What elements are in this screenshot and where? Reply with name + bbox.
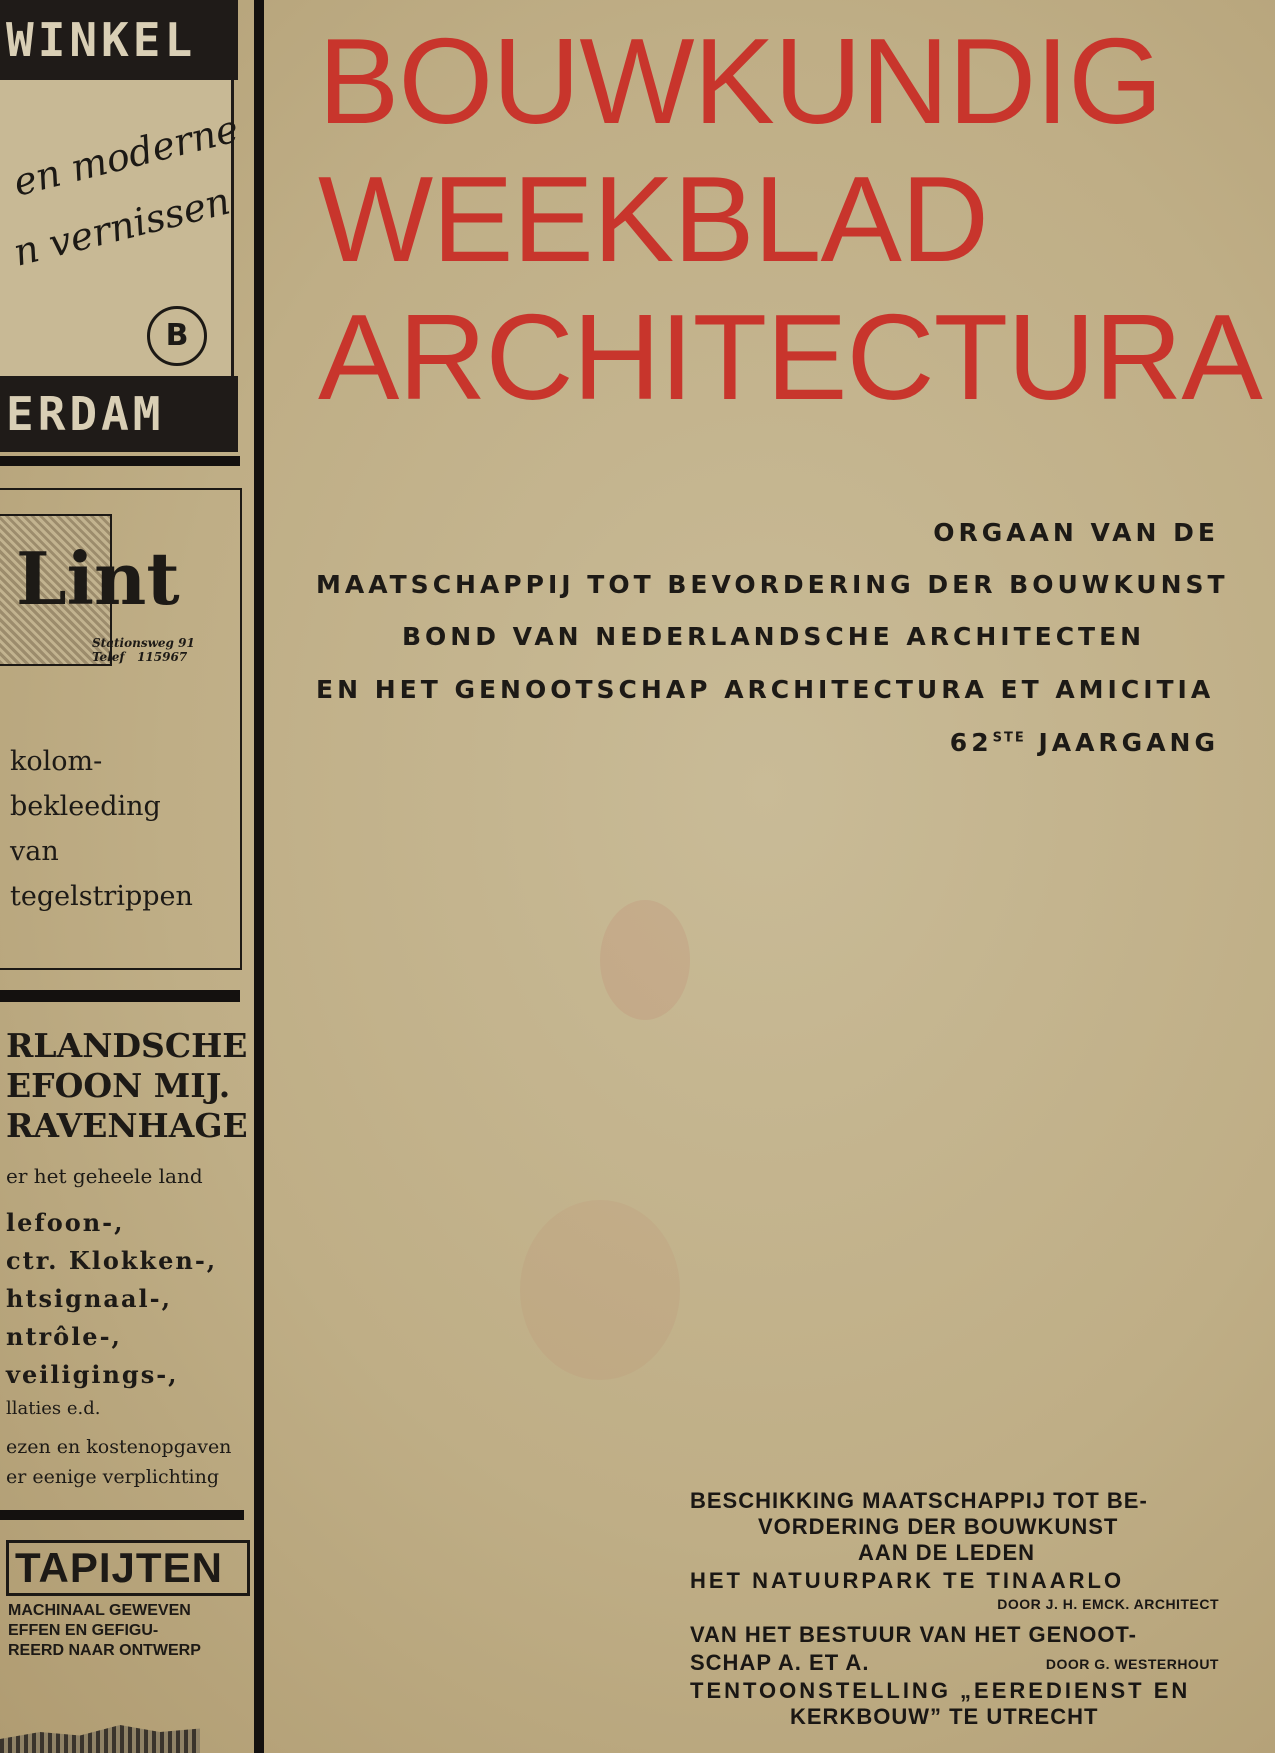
contents-line: TENTOONSTELLING „EEREDIENST EN — [690, 1678, 1191, 1703]
contents-line: SCHAP A. ET A. — [690, 1650, 870, 1675]
ad3-line1: RLANDSCHE — [6, 1026, 248, 1065]
paper-stain — [600, 900, 690, 1020]
ad4-line: EFFEN EN GEFIGU- — [8, 1622, 159, 1639]
contents-author: DOOR J. H. EMCK. ARCHITECT — [997, 1596, 1219, 1612]
ad1-footer-text: ERDAM — [6, 387, 165, 441]
contents-line: BESCHIKKING MAATSCHAPPIJ TOT BE- — [690, 1488, 1148, 1513]
subtitle-line-4: EN HET GENOOTSCHAP ARCHITECTURA ET AMICITIA — [316, 675, 1215, 704]
ad2-address: Stationsweg 91 — [92, 636, 195, 650]
ad1-box — [0, 80, 243, 376]
contents-line: AAN DE LEDEN — [858, 1540, 1036, 1565]
ad2-phone: Telef 115967 — [92, 650, 188, 664]
ad1-header — [0, 0, 238, 80]
ad4-line: REERD NAAR ONTWERP — [8, 1642, 201, 1659]
ad4-line: MACHINAAL GEWEVEN — [8, 1602, 191, 1619]
masthead-line-1: BOUWKUNDIG — [318, 13, 1162, 149]
masthead-line-3: ARCHITECTURA — [318, 289, 1262, 425]
ad1-slogan-1: en moderne — [9, 106, 243, 205]
ad3-item: ctr. Klokken-, — [6, 1246, 218, 1275]
ad2-brand: Lint — [16, 536, 180, 621]
ad1-slogan-2: n vernissen — [9, 178, 235, 275]
column-rule — [254, 0, 264, 1753]
ad2-line: tegelstrippen — [10, 881, 193, 912]
ad3-item: ntrôle-, — [6, 1322, 122, 1351]
ad4-title-box — [6, 1540, 250, 1596]
ad3-item: llaties e.d. — [6, 1398, 101, 1419]
contents-author: DOOR G. WESTERHOUT — [1045, 1656, 1219, 1672]
ad3-note: ezen en kostenopgaven — [6, 1436, 232, 1458]
masthead-line-2: WEEKBLAD — [318, 151, 988, 287]
ad3-item: veiligings-, — [6, 1360, 179, 1389]
ad2-line: van — [10, 836, 59, 867]
subtitle-line-3: BOND VAN NEDERLANDSCHE ARCHITECTEN — [402, 622, 1146, 651]
ad2-line: bekleeding — [10, 791, 161, 822]
divider — [0, 1510, 244, 1520]
contents-line: HET NATUURPARK TE TINAARLO — [690, 1568, 1125, 1593]
contents-line: VORDERING DER BOUWKUNST — [758, 1514, 1119, 1539]
divider — [0, 990, 240, 1002]
ad4-title: TAPIJTEN — [15, 1544, 223, 1591]
contents-line: VAN HET BESTUUR VAN HET GENOOT- — [690, 1622, 1137, 1647]
ad3-line2: EFOON MIJ. — [6, 1066, 231, 1105]
ad1-logo-mark: B — [165, 318, 189, 353]
ad3-line4: er het geheele land — [6, 1164, 203, 1188]
contents-line: KERKBOUW” TE UTRECHT — [790, 1704, 1099, 1729]
divider — [0, 456, 240, 466]
ad2-box — [0, 488, 242, 970]
ad3-note: er eenige verplichting — [6, 1466, 219, 1488]
volume-suffix: STE — [992, 730, 1026, 746]
ad2-line: kolom- — [10, 746, 103, 777]
volume-word: JAARGANG — [1038, 728, 1219, 757]
ad1-logo-icon — [147, 306, 207, 366]
subtitle-line-1: ORGAAN VAN DE — [933, 518, 1219, 547]
ad1-footer — [0, 376, 238, 452]
advert-column — [0, 0, 262, 1753]
ad4-graphic — [0, 1718, 200, 1753]
ad3-item: htsignaal-, — [6, 1284, 172, 1313]
ad3-line3: RAVENHAGE — [6, 1106, 248, 1145]
subtitle-line-2: MAATSCHAPPIJ TOT BEVORDERING DER BOUWKUNST — [316, 570, 1229, 599]
ad3-item: lefoon-, — [6, 1208, 125, 1237]
paper-stain — [520, 1200, 680, 1380]
ad1-header-text: WINKEL — [6, 13, 197, 67]
volume-number: 62 — [949, 728, 993, 757]
volume-line — [950, 728, 1219, 757]
